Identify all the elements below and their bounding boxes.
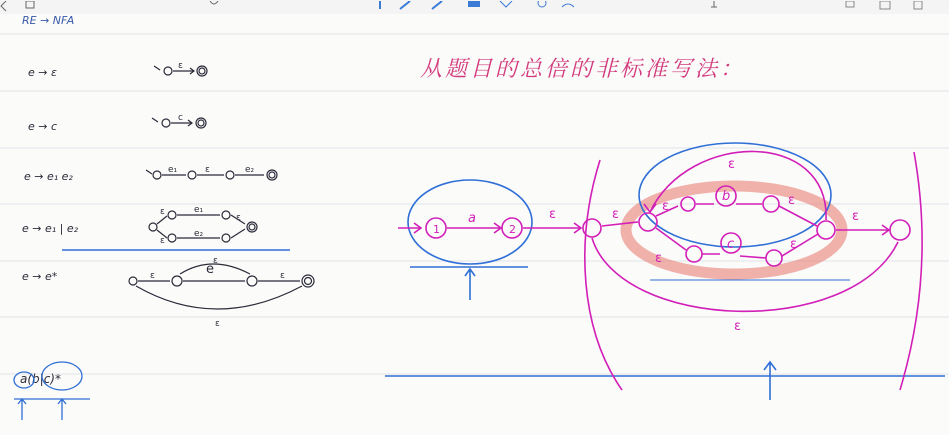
edge-eps-8: ε [852, 209, 860, 224]
label-eps-8: ε [280, 271, 285, 281]
edge-eps-4: ε [728, 157, 736, 172]
edge-b-label: b [722, 189, 731, 204]
label-eps-2: ε [205, 165, 210, 175]
note-title: 从题目的总倍的非标准写法： [420, 57, 746, 82]
edge-c-label: c [727, 237, 735, 252]
rule-epsilon: e → ε [28, 66, 57, 79]
edge-eps-1: ε [549, 207, 557, 222]
label-eps-7: ε [213, 256, 218, 266]
right-paren [900, 152, 922, 390]
rule-union: e → e₁ | e₂ [22, 222, 79, 235]
state-7 [817, 221, 835, 239]
label-star-e: e [206, 262, 214, 277]
page-header: RE → NFA [22, 14, 75, 27]
left-paren [585, 160, 622, 390]
label-c: c [178, 113, 183, 123]
edge-a-label: a [468, 211, 476, 226]
edge-eps-2: ε [612, 207, 620, 222]
state-2-label: 2 [509, 223, 516, 236]
label-e1: e₁ [168, 165, 178, 175]
label-eps-1: ε [178, 61, 183, 71]
label-eps-3: ε [160, 207, 165, 217]
regex-text: a(b|c)* [20, 372, 61, 386]
edge-eps-9: ε [734, 319, 742, 334]
edge-eps-3: ε [662, 199, 670, 214]
state-final [890, 220, 910, 240]
label-e1-u: e₁ [194, 205, 204, 215]
edge-eps-5: ε [788, 193, 796, 208]
edge-eps-6: ε [655, 251, 663, 266]
label-e2: e₂ [245, 165, 255, 175]
rule-char: e → c [28, 120, 58, 133]
rule-concat: e → e₁ e₂ [24, 170, 73, 183]
edge-eps-7: ε [790, 237, 798, 252]
label-eps-6: ε [150, 271, 155, 281]
label-eps-5: ε [236, 213, 241, 223]
label-eps-9: ε [215, 319, 220, 329]
state-4 [639, 213, 657, 231]
rule-star: e → e* [22, 270, 58, 283]
label-eps-4: ε [160, 236, 165, 246]
state-1-label: 1 [433, 223, 440, 236]
label-e2-u: e₂ [194, 229, 204, 239]
arrow-up-icon [764, 362, 776, 400]
arrow-up-icon [465, 269, 475, 300]
